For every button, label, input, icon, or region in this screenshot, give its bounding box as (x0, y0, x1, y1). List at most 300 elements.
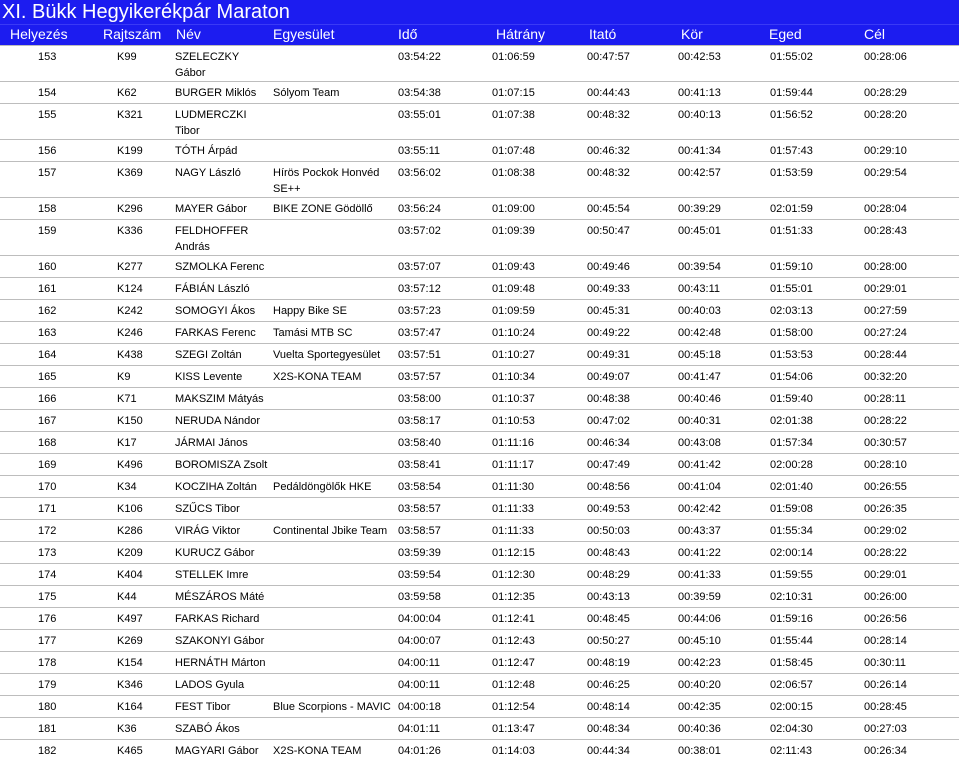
team-cell: BIKE ZONE Gödöllő (273, 203, 373, 215)
team-cell: Continental Jbike Team (273, 525, 388, 537)
name-cell: KISS Levente (175, 371, 243, 383)
eged-cell: 02:01:40 (770, 481, 813, 493)
itato-cell: 00:49:22 (587, 327, 630, 339)
bib-cell: K296 (117, 203, 143, 215)
itato-cell: 00:48:29 (587, 569, 630, 581)
name-cell: MAYER Gábor (175, 203, 247, 215)
header-kor: Kör (681, 26, 703, 42)
position-cell: 173 (38, 547, 57, 559)
kor-cell: 00:40:46 (678, 393, 721, 405)
cel-cell: 00:28:44 (864, 349, 907, 361)
bib-cell: K497 (117, 613, 143, 625)
table-header (0, 24, 959, 45)
table-row (0, 453, 959, 475)
table-row (0, 365, 959, 387)
kor-cell: 00:40:36 (678, 723, 721, 735)
table-row (0, 607, 959, 629)
bib-cell: K369 (117, 167, 143, 179)
gap-cell: 01:11:33 (492, 525, 535, 537)
table-row (0, 541, 959, 563)
eged-cell: 02:00:15 (770, 701, 813, 713)
cel-cell: 00:26:56 (864, 613, 907, 625)
name-cell: JÁRMAI János (175, 437, 248, 449)
itato-cell: 00:46:25 (587, 679, 630, 691)
position-cell: 179 (38, 679, 57, 691)
cel-cell: 00:28:22 (864, 547, 907, 559)
itato-cell: 00:49:53 (587, 503, 630, 515)
gap-cell: 01:09:43 (492, 261, 535, 273)
time-cell: 03:58:17 (398, 415, 441, 427)
name-cell: BURGER Miklós (175, 87, 257, 99)
position-cell: 168 (38, 437, 57, 449)
time-cell: 03:59:58 (398, 591, 441, 603)
cel-cell: 00:27:24 (864, 327, 907, 339)
name-cell: KURUCZ Gábor (175, 547, 255, 559)
eged-cell: 01:59:16 (770, 613, 813, 625)
position-cell: 172 (38, 525, 57, 537)
header-gap: Hátrány (496, 26, 546, 42)
position-cell: 161 (38, 283, 57, 295)
time-cell: 03:55:11 (398, 145, 441, 157)
eged-cell: 01:53:53 (770, 349, 813, 361)
kor-cell: 00:42:53 (678, 51, 721, 63)
gap-cell: 01:10:53 (492, 415, 535, 427)
gap-cell: 01:12:47 (492, 657, 535, 669)
name-cell: FÁBIÁN László (175, 283, 250, 295)
kor-cell: 00:40:31 (678, 415, 721, 427)
position-cell: 180 (38, 701, 57, 713)
eged-cell: 01:55:44 (770, 635, 813, 647)
team-cell: Sólyom Team (273, 87, 340, 99)
name-cell: LUDMERCZKI Tibor (175, 109, 247, 137)
name-cell: NAGY László (175, 167, 241, 179)
gap-cell: 01:06:59 (492, 51, 535, 63)
time-cell: 04:00:04 (398, 613, 441, 625)
itato-cell: 00:48:32 (587, 109, 630, 121)
gap-cell: 01:13:47 (492, 723, 535, 735)
name-cell: VIRÁG Viktor (175, 525, 241, 537)
eged-cell: 02:00:28 (770, 459, 813, 471)
time-cell: 03:57:57 (398, 371, 441, 383)
table-row (0, 299, 959, 321)
gap-cell: 01:11:17 (492, 459, 535, 471)
name-cell: MÉSZÁROS Máté (175, 591, 265, 603)
cel-cell: 00:28:06 (864, 51, 907, 63)
bib-cell: K246 (117, 327, 143, 339)
time-cell: 03:56:02 (398, 167, 441, 179)
time-cell: 03:57:07 (398, 261, 441, 273)
bib-cell: K17 (117, 437, 137, 449)
itato-cell: 00:46:32 (587, 145, 630, 157)
position-cell: 154 (38, 87, 57, 99)
bib-cell: K269 (117, 635, 143, 647)
table-row (0, 431, 959, 453)
itato-cell: 00:49:07 (587, 371, 630, 383)
itato-cell: 00:49:31 (587, 349, 630, 361)
gap-cell: 01:12:54 (492, 701, 535, 713)
position-cell: 167 (38, 415, 57, 427)
name-cell: FELDHOFFER András (175, 225, 249, 253)
cel-cell: 00:26:14 (864, 679, 907, 691)
cel-cell: 00:28:10 (864, 459, 907, 471)
gap-cell: 01:09:00 (492, 203, 535, 215)
gap-cell: 01:12:43 (492, 635, 535, 647)
position-cell: 155 (38, 109, 57, 121)
header-cel: Cél (864, 26, 886, 42)
time-cell: 03:57:02 (398, 225, 441, 237)
bib-cell: K106 (117, 503, 143, 515)
name-cell: SOMOGYI Ákos (175, 305, 256, 317)
position-cell: 174 (38, 569, 57, 581)
bib-cell: K164 (117, 701, 143, 713)
kor-cell: 00:39:54 (678, 261, 721, 273)
itato-cell: 00:45:54 (587, 203, 630, 215)
bib-cell: K286 (117, 525, 143, 537)
cel-cell: 00:29:10 (864, 145, 907, 157)
page-title: XI. Bükk Hegyikerékpár Maraton (0, 0, 959, 24)
eged-cell: 01:55:34 (770, 525, 813, 537)
eged-cell: 01:59:40 (770, 393, 813, 405)
table-row (0, 103, 959, 139)
name-cell: FEST Tibor (175, 701, 231, 713)
table-row (0, 563, 959, 585)
itato-cell: 00:48:19 (587, 657, 630, 669)
header-position: Helyezés (10, 26, 68, 42)
kor-cell: 00:45:01 (678, 225, 721, 237)
itato-cell: 00:48:14 (587, 701, 630, 713)
time-cell: 03:54:22 (398, 51, 441, 63)
bib-cell: K44 (117, 591, 137, 603)
position-cell: 158 (38, 203, 57, 215)
eged-cell: 02:10:31 (770, 591, 813, 603)
position-cell: 153 (38, 51, 57, 63)
time-cell: 03:57:47 (398, 327, 441, 339)
position-cell: 175 (38, 591, 57, 603)
table-row (0, 717, 959, 739)
bib-cell: K321 (117, 109, 143, 121)
position-cell: 156 (38, 145, 57, 157)
kor-cell: 00:39:59 (678, 591, 721, 603)
gap-cell: 01:12:48 (492, 679, 535, 691)
kor-cell: 00:38:01 (678, 745, 721, 757)
cel-cell: 00:28:29 (864, 87, 907, 99)
position-cell: 164 (38, 349, 57, 361)
header-bib: Rajtszám (103, 26, 162, 42)
bib-cell: K9 (117, 371, 131, 383)
itato-cell: 00:47:02 (587, 415, 630, 427)
kor-cell: 00:41:47 (678, 371, 721, 383)
itato-cell: 00:44:34 (587, 745, 630, 757)
bib-cell: K336 (117, 225, 143, 237)
cel-cell: 00:26:35 (864, 503, 907, 515)
kor-cell: 00:41:13 (678, 87, 721, 99)
table-row (0, 343, 959, 365)
team-cell: Hírös Pockok Honvéd SE++ (273, 167, 380, 195)
time-cell: 03:54:38 (398, 87, 441, 99)
eged-cell: 02:00:14 (770, 547, 813, 559)
table-row (0, 197, 959, 219)
itato-cell: 00:48:34 (587, 723, 630, 735)
eged-cell: 01:59:08 (770, 503, 813, 515)
bib-cell: K36 (117, 723, 137, 735)
table-row (0, 321, 959, 343)
bib-cell: K71 (117, 393, 137, 405)
itato-cell: 00:45:31 (587, 305, 630, 317)
kor-cell: 00:41:42 (678, 459, 721, 471)
kor-cell: 00:43:11 (678, 283, 721, 295)
header-eged: Eged (769, 26, 802, 42)
team-cell: X2S-KONA TEAM (273, 745, 362, 757)
eged-cell: 02:03:13 (770, 305, 813, 317)
name-cell: BOROMISZA Zsolt (175, 459, 268, 471)
name-cell: NERUDA Nándor (175, 415, 260, 427)
time-cell: 03:57:23 (398, 305, 441, 317)
eged-cell: 01:53:59 (770, 167, 813, 179)
eged-cell: 01:57:34 (770, 437, 813, 449)
table-row (0, 739, 959, 761)
position-cell: 166 (38, 393, 57, 405)
gap-cell: 01:10:34 (492, 371, 535, 383)
time-cell: 04:00:18 (398, 701, 441, 713)
itato-cell: 00:48:56 (587, 481, 630, 493)
time-cell: 03:59:54 (398, 569, 441, 581)
cel-cell: 00:28:22 (864, 415, 907, 427)
header-team: Egyesület (273, 26, 335, 42)
itato-cell: 00:50:03 (587, 525, 630, 537)
itato-cell: 00:47:49 (587, 459, 630, 471)
kor-cell: 00:42:42 (678, 503, 721, 515)
eged-cell: 02:01:59 (770, 203, 813, 215)
time-cell: 03:58:57 (398, 525, 441, 537)
position-cell: 157 (38, 167, 57, 179)
time-cell: 03:59:39 (398, 547, 441, 559)
bib-cell: K62 (117, 87, 137, 99)
table-row (0, 497, 959, 519)
kor-cell: 00:43:08 (678, 437, 721, 449)
time-cell: 03:58:00 (398, 393, 441, 405)
name-cell: STELLEK Imre (175, 569, 249, 581)
time-cell: 04:00:07 (398, 635, 441, 647)
gap-cell: 01:10:37 (492, 393, 535, 405)
gap-cell: 01:10:27 (492, 349, 535, 361)
eged-cell: 02:06:57 (770, 679, 813, 691)
table-row (0, 409, 959, 431)
bib-cell: K99 (117, 51, 137, 63)
table-row (0, 673, 959, 695)
name-cell: SZMOLKA Ferenc (175, 261, 265, 273)
table-row (0, 45, 959, 81)
table-row (0, 629, 959, 651)
eged-cell: 01:55:01 (770, 283, 813, 295)
bib-cell: K277 (117, 261, 143, 273)
cel-cell: 00:26:55 (864, 481, 907, 493)
bib-cell: K242 (117, 305, 143, 317)
gap-cell: 01:10:24 (492, 327, 535, 339)
time-cell: 04:00:11 (398, 679, 441, 691)
cel-cell: 00:29:02 (864, 525, 907, 537)
eged-cell: 02:01:38 (770, 415, 813, 427)
eged-cell: 02:11:43 (770, 745, 813, 757)
itato-cell: 00:43:13 (587, 591, 630, 603)
bib-cell: K154 (117, 657, 143, 669)
gap-cell: 01:07:38 (492, 109, 535, 121)
position-cell: 159 (38, 225, 57, 237)
position-cell: 182 (38, 745, 57, 757)
gap-cell: 01:12:30 (492, 569, 535, 581)
cel-cell: 00:28:04 (864, 203, 907, 215)
bib-cell: K496 (117, 459, 143, 471)
bib-cell: K346 (117, 679, 143, 691)
itato-cell: 00:48:38 (587, 393, 630, 405)
table-row (0, 255, 959, 277)
name-cell: FARKAS Richard (175, 613, 260, 625)
itato-cell: 00:46:34 (587, 437, 630, 449)
gap-cell: 01:08:38 (492, 167, 535, 179)
header-name: Név (176, 26, 201, 42)
name-cell: TÓTH Árpád (175, 145, 238, 157)
itato-cell: 00:47:57 (587, 51, 630, 63)
itato-cell: 00:50:27 (587, 635, 630, 647)
team-cell: Vuelta Sportegyesület (273, 349, 381, 361)
bib-cell: K404 (117, 569, 143, 581)
table-row (0, 161, 959, 197)
cel-cell: 00:28:20 (864, 109, 907, 121)
name-cell: MAKSZIM Mátyás (175, 393, 264, 405)
cel-cell: 00:29:01 (864, 569, 907, 581)
position-cell: 163 (38, 327, 57, 339)
cel-cell: 00:26:34 (864, 745, 907, 757)
bib-cell: K124 (117, 283, 143, 295)
eged-cell: 01:56:52 (770, 109, 813, 121)
cel-cell: 00:32:20 (864, 371, 907, 383)
gap-cell: 01:14:03 (492, 745, 535, 757)
itato-cell: 00:50:47 (587, 225, 630, 237)
cel-cell: 00:28:43 (864, 225, 907, 237)
itato-cell: 00:49:46 (587, 261, 630, 273)
gap-cell: 01:07:15 (492, 87, 535, 99)
name-cell: SZABÓ Ákos (175, 723, 240, 735)
kor-cell: 00:45:10 (678, 635, 721, 647)
name-cell: FARKAS Ferenc (175, 327, 256, 339)
kor-cell: 00:40:13 (678, 109, 721, 121)
team-cell: Tamási MTB SC (273, 327, 353, 339)
eged-cell: 01:59:55 (770, 569, 813, 581)
bib-cell: K438 (117, 349, 143, 361)
cel-cell: 00:30:57 (864, 437, 907, 449)
itato-cell: 00:48:45 (587, 613, 630, 625)
time-cell: 03:58:54 (398, 481, 441, 493)
position-cell: 177 (38, 635, 57, 647)
bib-cell: K34 (117, 481, 137, 493)
name-cell: SZELECZKY Gábor (175, 51, 239, 79)
kor-cell: 00:44:06 (678, 613, 721, 625)
itato-cell: 00:49:33 (587, 283, 630, 295)
time-cell: 03:58:41 (398, 459, 441, 471)
time-cell: 04:01:11 (398, 723, 441, 735)
kor-cell: 00:41:22 (678, 547, 721, 559)
eged-cell: 01:51:33 (770, 225, 813, 237)
position-cell: 169 (38, 459, 57, 471)
kor-cell: 00:42:35 (678, 701, 721, 713)
kor-cell: 00:41:04 (678, 481, 721, 493)
position-cell: 176 (38, 613, 57, 625)
itato-cell: 00:48:43 (587, 547, 630, 559)
name-cell: MAGYARI Gábor (175, 745, 259, 757)
eged-cell: 01:58:45 (770, 657, 813, 669)
team-cell: Pedáldöngölők HKE (273, 481, 372, 493)
cel-cell: 00:29:54 (864, 167, 907, 179)
time-cell: 03:57:12 (398, 283, 441, 295)
itato-cell: 00:44:43 (587, 87, 630, 99)
position-cell: 171 (38, 503, 57, 515)
name-cell: HERNÁTH Márton (175, 657, 266, 669)
header-itato: Itató (589, 26, 617, 42)
table-row (0, 277, 959, 299)
kor-cell: 00:45:18 (678, 349, 721, 361)
kor-cell: 00:40:20 (678, 679, 721, 691)
gap-cell: 01:12:15 (492, 547, 535, 559)
cel-cell: 00:28:11 (864, 393, 907, 405)
kor-cell: 00:40:03 (678, 305, 721, 317)
time-cell: 03:58:57 (398, 503, 441, 515)
kor-cell: 00:42:23 (678, 657, 721, 669)
cel-cell: 00:29:01 (864, 283, 907, 295)
table-row (0, 695, 959, 717)
results-table (0, 45, 959, 761)
gap-cell: 01:07:48 (492, 145, 535, 157)
team-cell: X2S-KONA TEAM (273, 371, 362, 383)
name-cell: KOCZIHA Zoltán (175, 481, 257, 493)
eged-cell: 01:59:44 (770, 87, 813, 99)
gap-cell: 01:09:39 (492, 225, 535, 237)
time-cell: 03:55:01 (398, 109, 441, 121)
position-cell: 160 (38, 261, 57, 273)
position-cell: 181 (38, 723, 57, 735)
position-cell: 162 (38, 305, 57, 317)
bib-cell: K465 (117, 745, 143, 757)
eged-cell: 01:57:43 (770, 145, 813, 157)
eged-cell: 02:04:30 (770, 723, 813, 735)
cel-cell: 00:28:14 (864, 635, 907, 647)
table-row (0, 81, 959, 103)
table-row (0, 219, 959, 255)
bib-cell: K209 (117, 547, 143, 559)
table-row (0, 519, 959, 541)
cel-cell: 00:26:00 (864, 591, 907, 603)
table-row (0, 475, 959, 497)
bib-cell: K199 (117, 145, 143, 157)
kor-cell: 00:41:34 (678, 145, 721, 157)
gap-cell: 01:11:33 (492, 503, 535, 515)
gap-cell: 01:12:35 (492, 591, 535, 603)
position-cell: 170 (38, 481, 57, 493)
gap-cell: 01:09:48 (492, 283, 535, 295)
table-row (0, 585, 959, 607)
team-cell: Blue Scorpions - MAVIC (273, 701, 391, 713)
name-cell: SZŰCS Tibor (175, 503, 240, 515)
position-cell: 165 (38, 371, 57, 383)
kor-cell: 00:39:29 (678, 203, 721, 215)
kor-cell: 00:42:57 (678, 167, 721, 179)
eged-cell: 01:55:02 (770, 51, 813, 63)
cel-cell: 00:28:45 (864, 701, 907, 713)
time-cell: 04:00:11 (398, 657, 441, 669)
gap-cell: 01:11:16 (492, 437, 535, 449)
cel-cell: 00:30:11 (864, 657, 907, 669)
gap-cell: 01:12:41 (492, 613, 535, 625)
gap-cell: 01:11:30 (492, 481, 535, 493)
name-cell: SZEGI Zoltán (175, 349, 242, 361)
